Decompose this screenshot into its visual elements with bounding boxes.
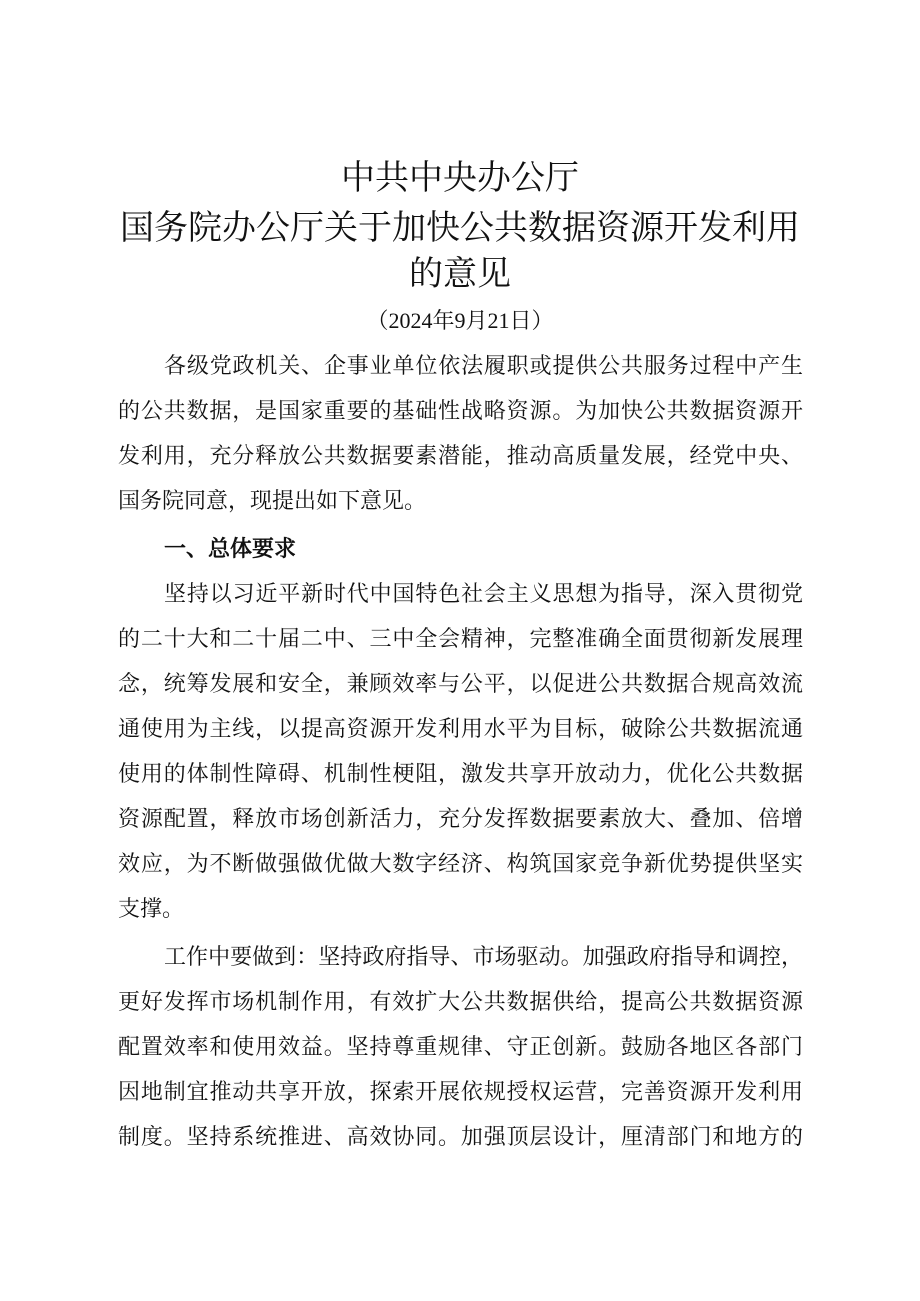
paragraph-line: 因地制宜推动共享开放，探索开展依规授权运营，完善资源开发利用 — [118, 1080, 803, 1105]
preamble-line: 国务院同意，现提出如下意见。 — [118, 489, 427, 514]
document-date: （2024年9月21日） — [366, 308, 554, 333]
paragraph-line: 制度。坚持系统推进、高效协同。加强顶层设计，厘清部门和地方的 — [118, 1125, 803, 1150]
paragraph-line: 支撑。 — [118, 897, 185, 922]
section-heading: 一、总体要求 — [164, 537, 297, 562]
preamble-line: 各级党政机关、企事业单位依法履职或提供公共服务过程中产生 — [164, 354, 803, 379]
preamble-line: 发利用，充分释放公共数据要素潜能，推动高质量发展，经党中央、 — [118, 444, 803, 469]
document-title-line-3: 的意见 — [409, 254, 511, 294]
paragraph-line: 更好发挥市场机制作用，有效扩大公共数据供给，提高公共数据资源 — [118, 990, 803, 1015]
document-title-line-1: 中共中央办公厅 — [341, 158, 579, 198]
paragraph-line: 配置效率和使用效益。坚持尊重规律、守正创新。鼓励各地区各部门 — [118, 1035, 803, 1060]
paragraph-line: 通使用为主线，以提高资源开发利用水平为目标，破除公共数据流通 — [118, 717, 803, 742]
paragraph-line: 使用的体制性障碍、机制性梗阻，激发共享开放动力，优化公共数据 — [118, 762, 803, 787]
paragraph-line: 的二十大和二十届二中、三中全会精神，完整准确全面贯彻新发展理 — [118, 627, 803, 652]
paragraph-line: 效应，为不断做强做优做大数字经济、构筑国家竞争新优势提供坚实 — [118, 852, 803, 877]
preamble-line: 的公共数据，是国家重要的基础性战略资源。为加快公共数据资源开 — [118, 399, 803, 424]
paragraph-line: 念，统筹发展和安全，兼顾效率与公平，以促进公共数据合规高效流 — [118, 672, 803, 697]
paragraph-line: 工作中要做到：坚持政府指导、市场驱动。加强政府指导和调控， — [164, 945, 803, 970]
paragraph-line: 坚持以习近平新时代中国特色社会主义思想为指导，深入贯彻党 — [164, 582, 803, 607]
paragraph-line: 资源配置，释放市场创新活力，充分发挥数据要素放大、叠加、倍增 — [118, 807, 803, 832]
document-title-line-2: 国务院办公厅关于加快公共数据资源开发利用 — [120, 208, 800, 248]
